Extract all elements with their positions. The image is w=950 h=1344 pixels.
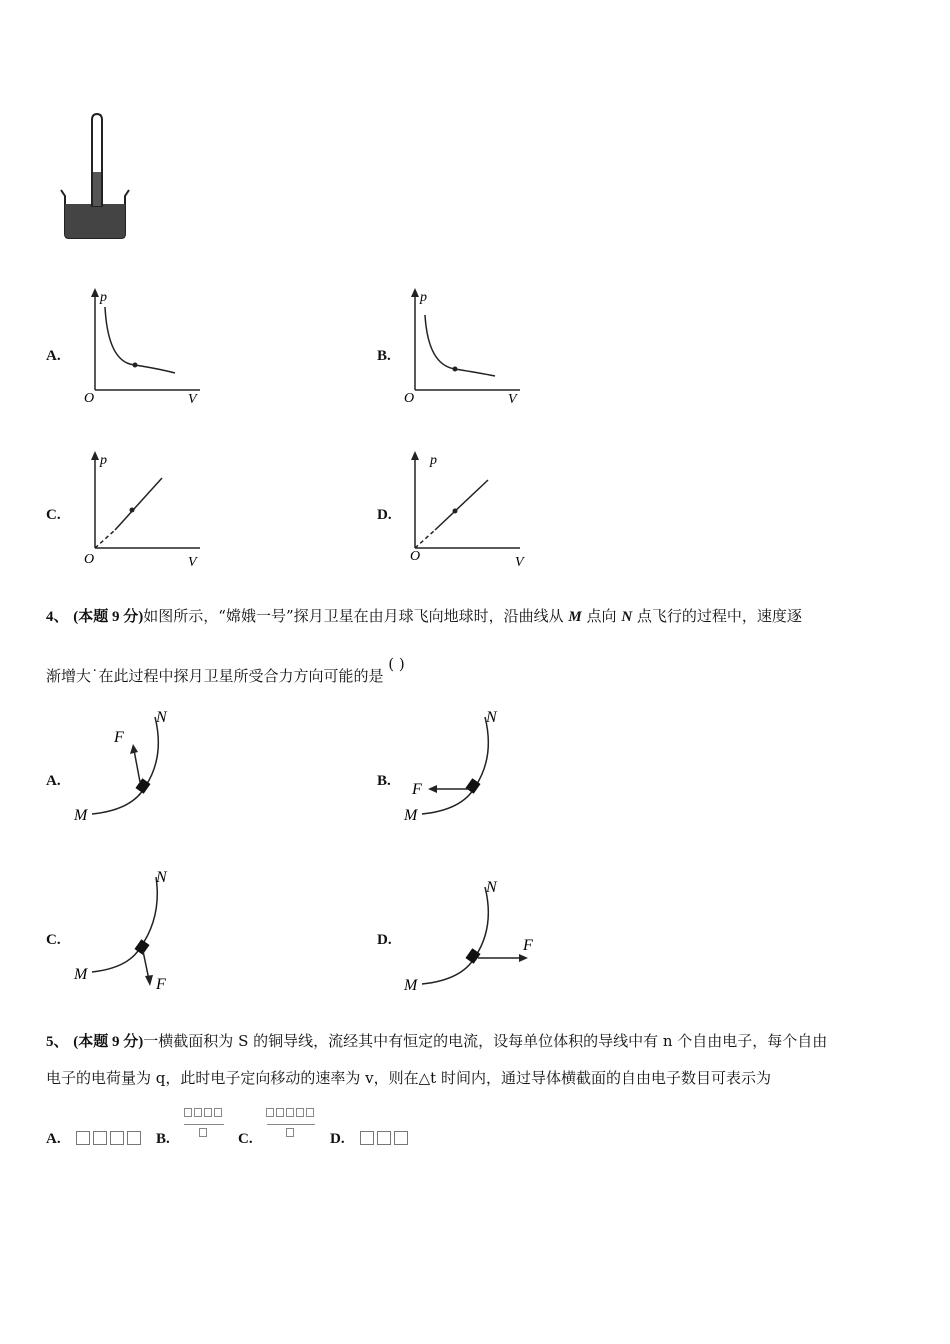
- q3-option-c-label: C.: [46, 507, 61, 523]
- origin-label: O: [84, 552, 95, 567]
- q4-option-b-label: B.: [377, 773, 391, 789]
- q4-line2: 渐增大˙在此过程中探月卫星所受合力方向可能的是: [46, 667, 384, 685]
- q4-point-n: N: [621, 609, 633, 625]
- q4-number: 4、: [46, 609, 69, 625]
- label-f: F: [156, 976, 166, 993]
- q4-figure-a: [70, 702, 190, 827]
- q5-option-d-label: D.: [330, 1131, 345, 1147]
- axis-p-label: p: [100, 290, 107, 305]
- label-n: N: [156, 709, 167, 726]
- tube-in-liquid-figure: [55, 110, 140, 245]
- q4-text2: 点向: [581, 607, 622, 625]
- axis-p-label: p: [430, 453, 437, 468]
- formula-placeholder-d: [360, 1127, 411, 1146]
- q4-answer-bracket: ( ): [388, 655, 405, 673]
- q4-point-m: M: [568, 609, 582, 625]
- label-m: M: [74, 807, 88, 824]
- q5-options-row: [46, 1105, 466, 1155]
- q5-points: (本题 9 分): [73, 1034, 144, 1050]
- formula-placeholder-a: [76, 1127, 144, 1146]
- q3-option-b-label: B.: [377, 348, 391, 364]
- q5-stem-line2: [46, 1067, 771, 1088]
- q5-stem-line1: [46, 1030, 827, 1051]
- q4-stem-line2: [46, 655, 405, 686]
- q3-option-a-label: A.: [46, 348, 61, 364]
- q4-option-a-label: A.: [46, 773, 61, 789]
- label-n: N: [486, 879, 497, 896]
- formula-placeholder-b: [184, 1107, 224, 1137]
- label-m: M: [404, 807, 418, 824]
- q4-stem-line1: [46, 605, 802, 626]
- q4-option-c-label: C.: [46, 932, 61, 948]
- q3-graph-d: [400, 448, 530, 573]
- axis-v-label: V: [188, 392, 197, 407]
- formula-placeholder-c: [266, 1107, 316, 1137]
- origin-label: O: [404, 391, 415, 406]
- q3-option-d-label: D.: [377, 507, 392, 523]
- label-f: F: [412, 781, 422, 798]
- axis-p-label: p: [420, 290, 427, 305]
- q4-figure-b: [400, 702, 520, 827]
- q4-text1: 如图所示，“嫦娥一号”探月卫星在由月球飞向地球时，沿曲线从: [143, 607, 564, 625]
- axis-v-label: V: [188, 555, 197, 570]
- label-n: N: [156, 869, 167, 886]
- q5-option-a-label: A.: [46, 1131, 61, 1147]
- q5-line1: 一横截面积为 S 的铜导线，流经其中有恒定的电流，设每单位体积的导线中有 n 个自由电子，每个自由: [143, 1032, 828, 1050]
- label-f: F: [114, 729, 124, 746]
- label-m: M: [404, 977, 418, 994]
- q3-graph-c: [80, 448, 210, 573]
- axis-v-label: V: [515, 555, 524, 570]
- q3-graph-a: [80, 285, 210, 410]
- axis-p-label: p: [100, 453, 107, 468]
- q4-option-d-label: D.: [377, 932, 392, 948]
- label-n: N: [486, 709, 497, 726]
- q4-points: (本题 9 分): [73, 609, 144, 625]
- q5-option-b-label: B.: [156, 1131, 170, 1147]
- q3-graph-b: [400, 285, 530, 410]
- label-f: F: [523, 937, 533, 954]
- q5-option-c-label: C.: [238, 1131, 253, 1147]
- origin-label: O: [84, 391, 95, 406]
- q5-line2: 电子的电荷量为 q，此时电子定向移动的速率为 v，则在△t 时间内，通过导体横截面的自由电子数目可表示为: [46, 1069, 771, 1087]
- label-m: M: [74, 966, 88, 983]
- q4-figure-d: [400, 872, 550, 997]
- axis-v-label: V: [508, 392, 517, 407]
- q4-figure-c: [70, 862, 190, 997]
- q5-number: 5、: [46, 1034, 69, 1050]
- q4-text3: 点飞行的过程中，速度逐: [632, 607, 802, 625]
- origin-label: O: [410, 549, 421, 564]
